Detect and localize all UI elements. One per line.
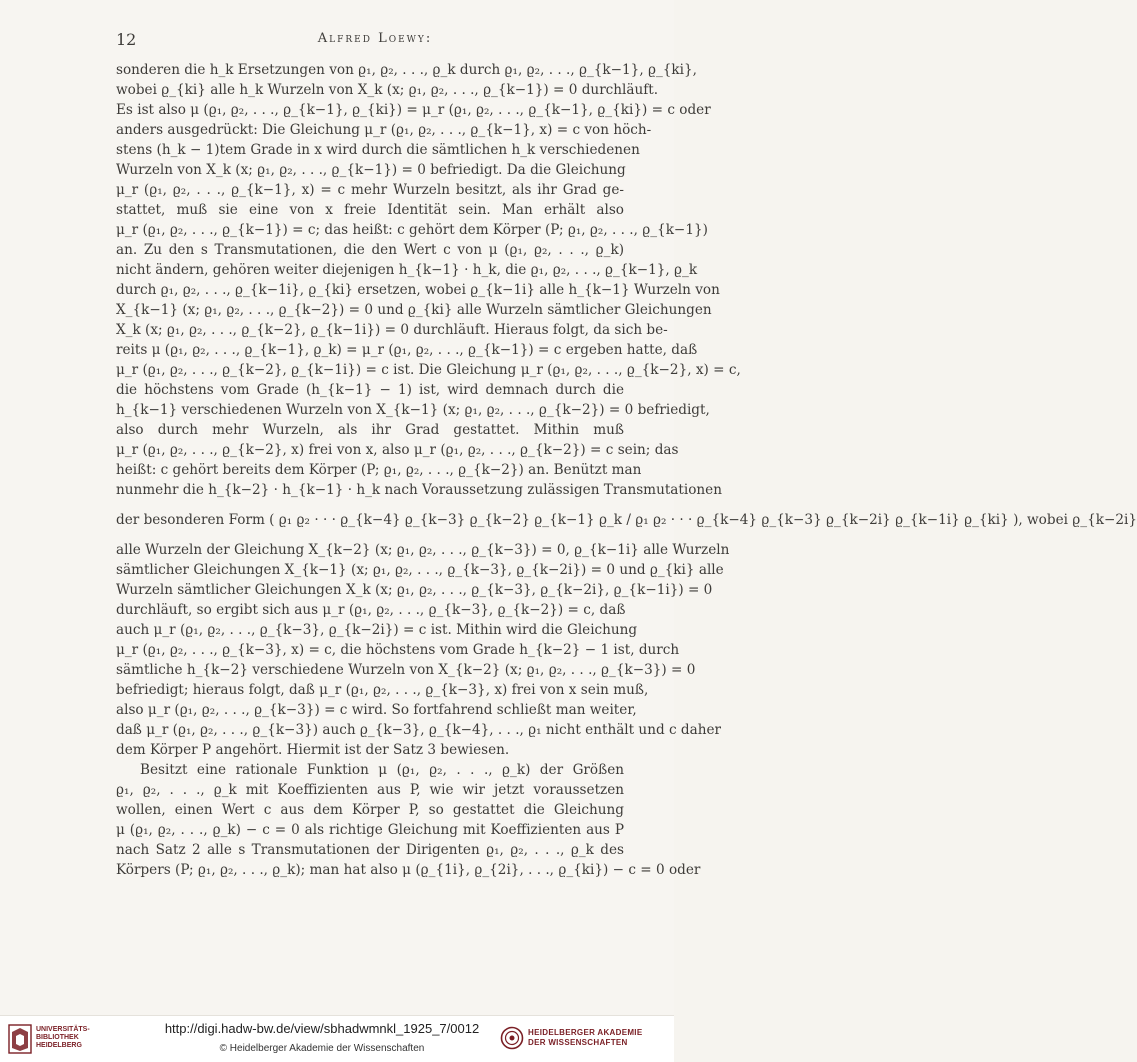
text-line: alle Wurzeln der Gleichung X_{k−2} (x; ϱ₁, ϱ₂, . . ., ϱ_{k−3}) = 0, ϱ_{k−1i} alle Wurzeln <box>116 542 730 558</box>
text-line: sämtliche h_{k−2} verschiedene Wurzeln von X_{k−2} (x; ϱ₁, ϱ₂, . . ., ϱ_{k−3}) = 0 <box>116 662 696 678</box>
text-line: ϱ₁, ϱ₂, . . ., ϱ_k mit Koeffizienten aus P, wie wir jetzt voraussetzen <box>116 782 624 798</box>
page-header <box>116 30 634 52</box>
text-line: nicht ändern, gehören weiter diejenigen h_{k−1} · h_k, die ϱ₁, ϱ₂, . . ., ϱ_{k−1}, ϱ_k <box>116 262 698 278</box>
text-line: Wurzeln sämtlicher Gleichungen X_k (x; ϱ₁, ϱ₂, . . ., ϱ_{k−3}, ϱ_{k−2i}, ϱ_{k−1i}) = 0 <box>116 582 713 598</box>
text-line: nunmehr die h_{k−2} · h_{k−1} · h_k nach Voraussetzung zulässigen Transmutationen <box>116 482 722 498</box>
text-line: sämtlicher Gleichungen X_{k−1} (x; ϱ₁, ϱ₂, . . ., ϱ_{k−3}, ϱ_{k−2i}) = 0 und ϱ_{ki} alle <box>116 562 724 578</box>
text-line: Körpers (P; ϱ₁, ϱ₂, . . ., ϱ_k); man hat also μ (ϱ_{1i}, ϱ_{2i}, . . ., ϱ_{ki}) − c = 0 oder <box>116 862 701 878</box>
text-line: stens (h_k − 1)tem Grade in x wird durch die sämtlichen h_k verschiedenen <box>116 142 640 158</box>
text-line: μ_r (ϱ₁, ϱ₂, . . ., ϱ_{k−1}, x) = c mehr Wurzeln besitzt, als ihr Grad ge- <box>116 182 624 198</box>
text-line: reits μ (ϱ₁, ϱ₂, . . ., ϱ_{k−1}, ϱ_k) = μ_r (ϱ₁, ϱ₂, . . ., ϱ_{k−1}) = c ergeben hatte, daß <box>116 342 698 358</box>
text-line: auch μ_r (ϱ₁, ϱ₂, . . ., ϱ_{k−3}, ϱ_{k−2i}) = c ist. Mithin wird die Gleichung <box>116 622 638 638</box>
text-line: μ_r (ϱ₁, ϱ₂, . . ., ϱ_{k−1}) = c; das heißt: c gehört dem Körper (P; ϱ₁, ϱ₂, . . ., ϱ_{k−1}) <box>116 222 708 238</box>
text-line: durch ϱ₁, ϱ₂, . . ., ϱ_{k−1i}, ϱ_{ki} ersetzen, wobei ϱ_{k−1i} alle h_{k−1} Wurzeln von <box>116 282 720 298</box>
copyright-notice: © Heidelberger Akademie der Wissenschaften <box>219 1043 425 1054</box>
text-line: die höchstens vom Grade (h_{k−1} − 1) ist, wird demnach durch die <box>116 382 624 398</box>
library-name-text: UNIVERSITÄTS- BIBLIOTHEK HEIDELBERG <box>36 1026 90 1049</box>
text-line: μ_r (ϱ₁, ϱ₂, . . ., ϱ_{k−3}, x) = c, die höchstens vom Grade h_{k−2} − 1 ist, durch <box>116 642 680 658</box>
viewer-footer <box>0 1015 674 1062</box>
text-line: nach Satz 2 alle s Transmutationen der Dirigenten ϱ₁, ϱ₂, . . ., ϱ_k des <box>116 842 624 858</box>
text-line: stattet, muß sie eine von x freie Identität sein. Man erhält also <box>116 202 624 218</box>
text-line: μ_r (ϱ₁, ϱ₂, . . ., ϱ_{k−2}, ϱ_{k−1i}) = c ist. Die Gleichung μ_r (ϱ₁, ϱ₂, . . ., ϱ_{k−2}, x) = c, <box>116 362 741 378</box>
text-line: dem Körper P angehört. Hiermit ist der Satz 3 bewiesen. <box>116 742 510 758</box>
text-line: durchläuft, so ergibt sich aus μ_r (ϱ₁, ϱ₂, . . ., ϱ_{k−3}, ϱ_{k−2}) = c, daß <box>116 602 626 618</box>
text-line: Es ist also μ (ϱ₁, ϱ₂, . . ., ϱ_{k−1}, ϱ_{ki}) = μ_r (ϱ₁, ϱ₂, . . ., ϱ_{k−1}, ϱ_{ki}) = c oder <box>116 102 711 118</box>
academy-name-text: HEIDELBERGER AKADEMIE DER WISSENSCHAFTEN <box>528 1028 643 1047</box>
text-line: wobei ϱ_{ki} alle h_k Wurzeln von X_k (x; ϱ₁, ϱ₂, . . ., ϱ_{k−1}) = 0 durchläuft. <box>116 82 659 98</box>
text-line: Wurzeln von X_k (x; ϱ₁, ϱ₂, . . ., ϱ_{k−1}) = 0 befriedigt. Da die Gleichung <box>116 162 626 178</box>
text-line: also μ_r (ϱ₁, ϱ₂, . . ., ϱ_{k−3}) = c wird. So fortfahrend schließt man weiter, <box>116 702 637 718</box>
text-line: Besitzt eine rationale Funktion μ (ϱ₁, ϱ₂, . . ., ϱ_k) der Größen <box>140 762 624 778</box>
matrix-line: der besonderen Form ( ϱ₁ ϱ₂ · · · ϱ_{k−4} ϱ_{k−3} ϱ_{k−2} ϱ_{k−1} ϱ_k / ϱ₁ ϱ₂ · · · ϱ_{k−4} ϱ_{k−3} ϱ_{k−2i} ϱ_{k−1i} ϱ_{ki} ), wobei ϱ_{k−2i} <box>116 512 1137 528</box>
text-line: X_k (x; ϱ₁, ϱ₂, . . ., ϱ_{k−2}, ϱ_{k−1i}) = 0 durchläuft. Hieraus folgt, da sich be- <box>116 322 668 338</box>
text-line: anders ausgedrückt: Die Gleichung μ_r (ϱ₁, ϱ₂, . . ., ϱ_{k−1}, x) = c von höch- <box>116 122 652 138</box>
text-line: sonderen die h_k Ersetzungen von ϱ₁, ϱ₂, . . ., ϱ_k durch ϱ₁, ϱ₂, . . ., ϱ_{k−1}, ϱ_{ki}, <box>116 62 697 78</box>
permalink-url[interactable]: http://digi.hadw-bw.de/view/sbhadwmnkl_1925_7/0012 <box>164 1021 480 1036</box>
text-line: also durch mehr Wurzeln, als ihr Grad gestattet. Mithin muß <box>116 422 624 438</box>
page-number: 12 <box>116 30 137 49</box>
text-line: befriedigt; hieraus folgt, daß μ_r (ϱ₁, ϱ₂, . . ., ϱ_{k−3}, x) frei von x sein muß, <box>116 682 649 698</box>
academy-name <box>528 1028 642 1048</box>
text-line: μ (ϱ₁, ϱ₂, . . ., ϱ_k) − c = 0 als richtige Gleichung mit Koeffizienten aus P <box>116 822 624 838</box>
text-line: h_{k−1} verschiedenen Wurzeln von X_{k−1} (x; ϱ₁, ϱ₂, . . ., ϱ_{k−2}) = 0 befriedigt, <box>116 402 710 418</box>
text-line: an. Zu den s Transmutationen, die den Wert c von μ (ϱ₁, ϱ₂, . . ., ϱ_k) <box>116 242 624 258</box>
body-text <box>116 60 1137 880</box>
text-line: heißt: c gehört bereits dem Körper (P; ϱ₁, ϱ₂, . . ., ϱ_{k−2}) an. Benützt man <box>116 462 642 478</box>
university-library-logo-icon <box>8 1024 32 1054</box>
text-line: daß μ_r (ϱ₁, ϱ₂, . . ., ϱ_{k−3}) auch ϱ_{k−3}, ϱ_{k−4}, . . ., ϱ₁ nicht enthält und c daher <box>116 722 722 738</box>
library-name <box>36 1026 90 1050</box>
academy-seal-icon <box>500 1026 524 1050</box>
text-line: X_{k−1} (x; ϱ₁, ϱ₂, . . ., ϱ_{k−2}) = 0 und ϱ_{ki} alle Wurzeln sämtlicher Gleichungen <box>116 302 712 318</box>
text-line: wollen, einen Wert c aus dem Körper P, so gestattet die Gleichung <box>116 802 624 818</box>
running-title: Alfred Loewy: <box>317 31 433 46</box>
text-line: μ_r (ϱ₁, ϱ₂, . . ., ϱ_{k−2}, x) frei von x, also μ_r (ϱ₁, ϱ₂, . . ., ϱ_{k−2}) = c sein; das <box>116 442 679 458</box>
